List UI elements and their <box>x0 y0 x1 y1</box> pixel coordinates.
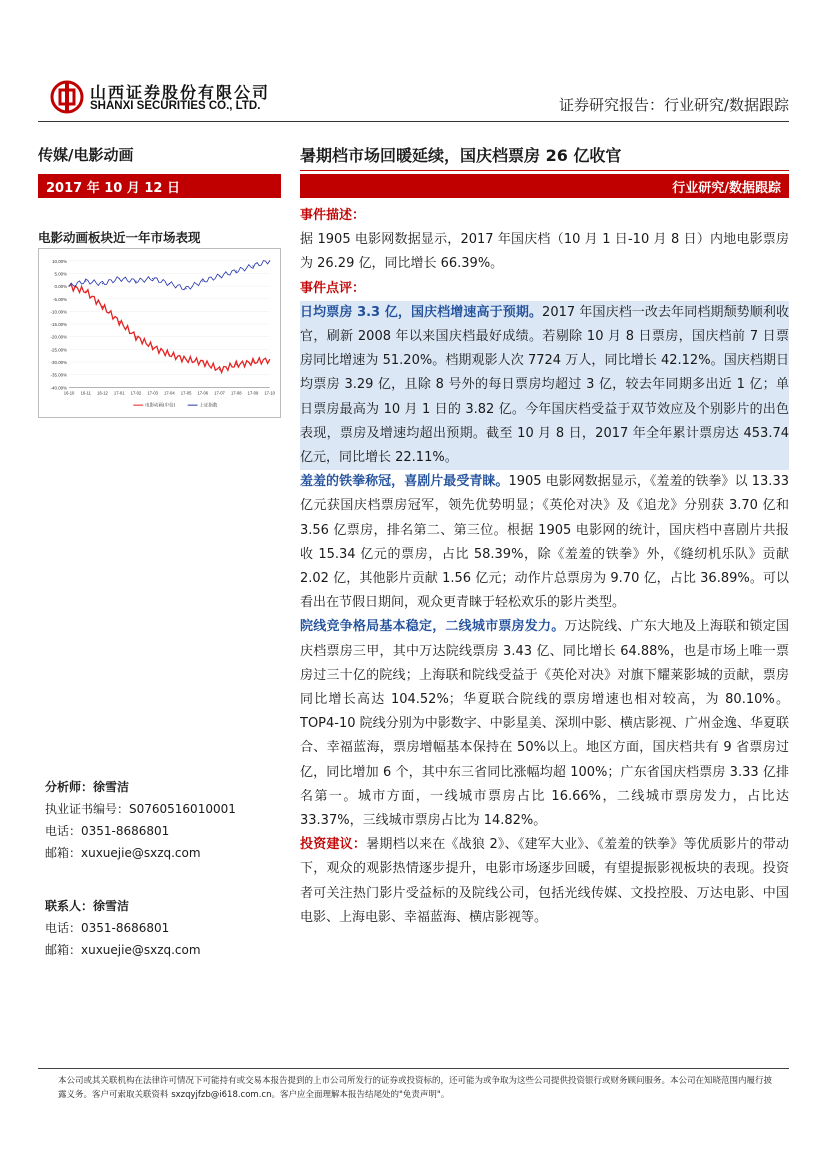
data-point <box>135 281 136 282</box>
paragraph-box-office <box>300 301 789 470</box>
p4-text: 暑期档以来在《战狼 2》、《建军大业》、《羞羞的铁拳》等优质影片的带动下，观众的观影热情逐步提升，电影市场逐步回暖，有望提振影视板块的表现。投资者可关注热门影片受益标的及院线公司，包括光线传媒、文投控股、万达电影、中国电影、上海电影、幸福蓝海、横店影视等。 <box>300 837 789 925</box>
x-tick-label: 17-05 <box>180 390 192 396</box>
y-tick-label: -35.00% <box>50 372 68 378</box>
title-divider <box>300 170 789 171</box>
data-point <box>152 278 153 279</box>
y-tick-label: -20.00% <box>50 334 68 340</box>
data-point <box>269 260 270 261</box>
company-name-cn: 山西证券股份有限公司 <box>90 83 271 102</box>
x-tick-label: 17-07 <box>214 390 225 396</box>
x-tick-label: 17-08 <box>230 390 242 396</box>
contact-phone: 电话：0351-8686801 <box>45 921 170 935</box>
x-tick-label: 17-02 <box>130 390 142 396</box>
category-bar: 行业研究/数据跟踪 <box>300 174 789 198</box>
data-point <box>202 281 203 282</box>
contact-name: 联系人：徐雪洁 <box>45 899 130 913</box>
report-type: 证券研究报告：行业研究/数据跟踪 <box>558 96 789 114</box>
data-point <box>119 278 120 279</box>
y-tick-label: 5.00% <box>54 271 68 277</box>
contact-block <box>45 895 201 961</box>
report-date: 2017 年 10 月 12 日 <box>38 174 281 198</box>
data-point <box>169 354 170 355</box>
data-point <box>269 359 270 360</box>
data-point <box>68 286 69 287</box>
analyst-name: 分析师：徐雪洁 <box>45 780 130 794</box>
paragraph-investment <box>300 833 789 930</box>
data-point <box>252 361 253 362</box>
data-point <box>219 369 220 370</box>
market-performance-chart <box>38 248 281 418</box>
x-tick-label: 17-09 <box>247 390 259 396</box>
analyst-email[interactable]: 邮箱：xuxuejie@sxzq.com <box>45 846 201 860</box>
data-point <box>202 361 203 362</box>
data-point <box>236 270 237 271</box>
x-tick-label: 17-01 <box>113 390 125 396</box>
x-tick-label: 17-03 <box>147 390 158 396</box>
analyst-cert: 执业证书编号：S0760516010001 <box>45 802 236 816</box>
legend-label: 上证指数 <box>199 403 218 409</box>
data-point <box>186 359 187 360</box>
x-tick-label: 17-06 <box>197 390 209 396</box>
y-tick-label: -15.00% <box>50 322 68 328</box>
event-desc-text: 据 1905 电影网数据显示，2017 年国庆档（10 月 1 日-10 月 8 日）内地电影票房为 26.29 亿，同比增长 66.39%。 <box>300 232 789 272</box>
paragraph-films <box>300 470 789 615</box>
contact-email[interactable]: 邮箱：xuxuejie@sxzq.com <box>45 943 201 957</box>
company-logo-icon <box>50 80 84 114</box>
disclaimer: 本公司或其关联机构在法律许可情况下可能持有或交易本报告提到的上市公司所发行的证券或投资标的，还可能为或争取为这些公司提供投资银行或财务顾问服务。本公司在知晓范围内履行披露义务。客户可索取关联资料 sxzqyjfzb@i618.com.cn。客户应全面理解本报告结尾处的"免责声明"。 <box>58 1076 773 1100</box>
x-tick-label: 16-10 <box>63 390 75 396</box>
p4-heading: 投资建议： <box>300 837 367 853</box>
p1-text: 2017 年国庆档一改去年同档期颓势顺利收官，刷新 2008 年以来国庆档最好成绩。若剔除 10 月 8 日票房，国庆档前 7 日票房同比增速为 51.20%。档期观影人次 7724 万人，同比增长 42.12%。国庆档期日均票房 3.29 亿，且除 8 号外的每日票房均超过 3 亿，较去年同期多出近 1 亿；单日票房最高为 10 月 1 日的 3.82 亿。今年国庆档受益于双节效应及个别影片的出色表现，票房及增速均超出预期。截至 10 月 8 日，2017 年全年累计票房达 453.74 亿元，同比增长 22.11%。 <box>300 304 789 466</box>
x-tick-label: 16-11 <box>80 390 91 396</box>
series-line <box>69 284 270 372</box>
data-point <box>152 346 153 347</box>
data-point <box>85 281 86 282</box>
p2-heading: 羞羞的铁拳称冠，喜剧片最受青睐。 <box>300 474 509 490</box>
paragraph-cinemas <box>300 615 789 833</box>
y-tick-label: -40.00% <box>50 385 68 391</box>
p2-text: 1905 电影网数据显示，《羞羞的铁拳》以 13.33 亿元获国庆档票房冠军，领先优势明显；《英伦对决》及《追龙》分别获 3.70 亿和 3.56 亿票房，排名第二、第三位。根据 1905 电影网的统计，国庆档中喜剧片共报收 15.34 亿元的票房，占比 58.39%，除《羞羞的铁拳》外，《缝纫机乐队》贡献 2.02 亿，其他影片贡献 1.56 亿元；动作片总票房为 9.70 亿，占比 36.89%。可以看出在节假日期间，观众更青睐于轻松欢乐的影片类型。 <box>300 474 789 611</box>
p1-heading: 日均票房 3.3 亿，国庆档增速高于预期。 <box>300 304 543 320</box>
footer-divider <box>38 1068 789 1069</box>
y-tick-label: -30.00% <box>50 360 68 366</box>
data-point <box>236 364 237 365</box>
report-body <box>300 204 789 930</box>
data-point <box>219 275 220 276</box>
data-point <box>102 283 103 284</box>
data-point <box>85 291 86 292</box>
event-desc-heading: 事件描述： <box>300 208 366 223</box>
y-tick-label: 0.00% <box>54 284 68 290</box>
data-point <box>186 288 187 289</box>
data-point <box>102 306 103 307</box>
x-tick-label: 17-10 <box>264 390 275 396</box>
event-comment-heading: 事件点评： <box>300 280 366 296</box>
analyst-block <box>45 776 236 864</box>
chart-title: 电影动画板块近一年市场表现 <box>38 230 201 245</box>
y-tick-label: -25.00% <box>50 347 68 353</box>
data-point <box>119 321 120 322</box>
legend-label: 电影动画(中信) <box>145 403 176 409</box>
chart-svg <box>39 249 280 417</box>
x-tick-label: 16-12 <box>97 390 108 396</box>
data-point <box>252 265 253 266</box>
report-title: 暑期档市场回暖延续，国庆档票房 26 亿收官 <box>300 146 622 165</box>
p3-heading: 院线竞争格局基本稳定，二线城市票房发力。 <box>300 619 565 635</box>
y-tick-label: 10.00% <box>52 258 68 264</box>
data-point <box>169 283 170 284</box>
p3-text: 万达院线、广东大地及上海联和锁定国庆档票房三甲，其中万达院线票房 3.43 亿、同比增长 64.88%，也是市场上唯一票房过三十亿的院线；上海联和院线受益于《英伦对决》对旗下耀莱影城的贡献，票房同比增长高达 104.52%；华夏联合院线的票房增速也相对较高，为 80.10%。TOP4-10 院线分别为中影数字、中影星美、深圳中影、横店影视、广州金逸、华夏联合、幸福蓝海，票房增幅基本保持在 50%以上。地区方面，国庆档共有 9 省票房过亿，同比增加 6 个，其中东三省同比涨幅均超 100%；广东省国庆档票房 3.33 亿排名第一。城市方面，一线城市票房占比 16.66%，二线城市票房发力，占比达 33.37%，三线城市票房占比为 14.82%。 <box>300 619 789 829</box>
y-tick-label: -10.00% <box>50 309 68 315</box>
y-tick-label: -5.00% <box>53 296 68 302</box>
x-tick-label: 17-04 <box>164 390 175 396</box>
data-point <box>135 336 136 337</box>
company-name-en: SHANXI SECURITIES CO., LTD. <box>90 100 261 112</box>
sector-label: 传媒/电影动画 <box>38 146 134 164</box>
header-divider <box>38 121 789 122</box>
analyst-phone: 电话：0351-8686801 <box>45 824 170 838</box>
series-line <box>69 261 270 290</box>
